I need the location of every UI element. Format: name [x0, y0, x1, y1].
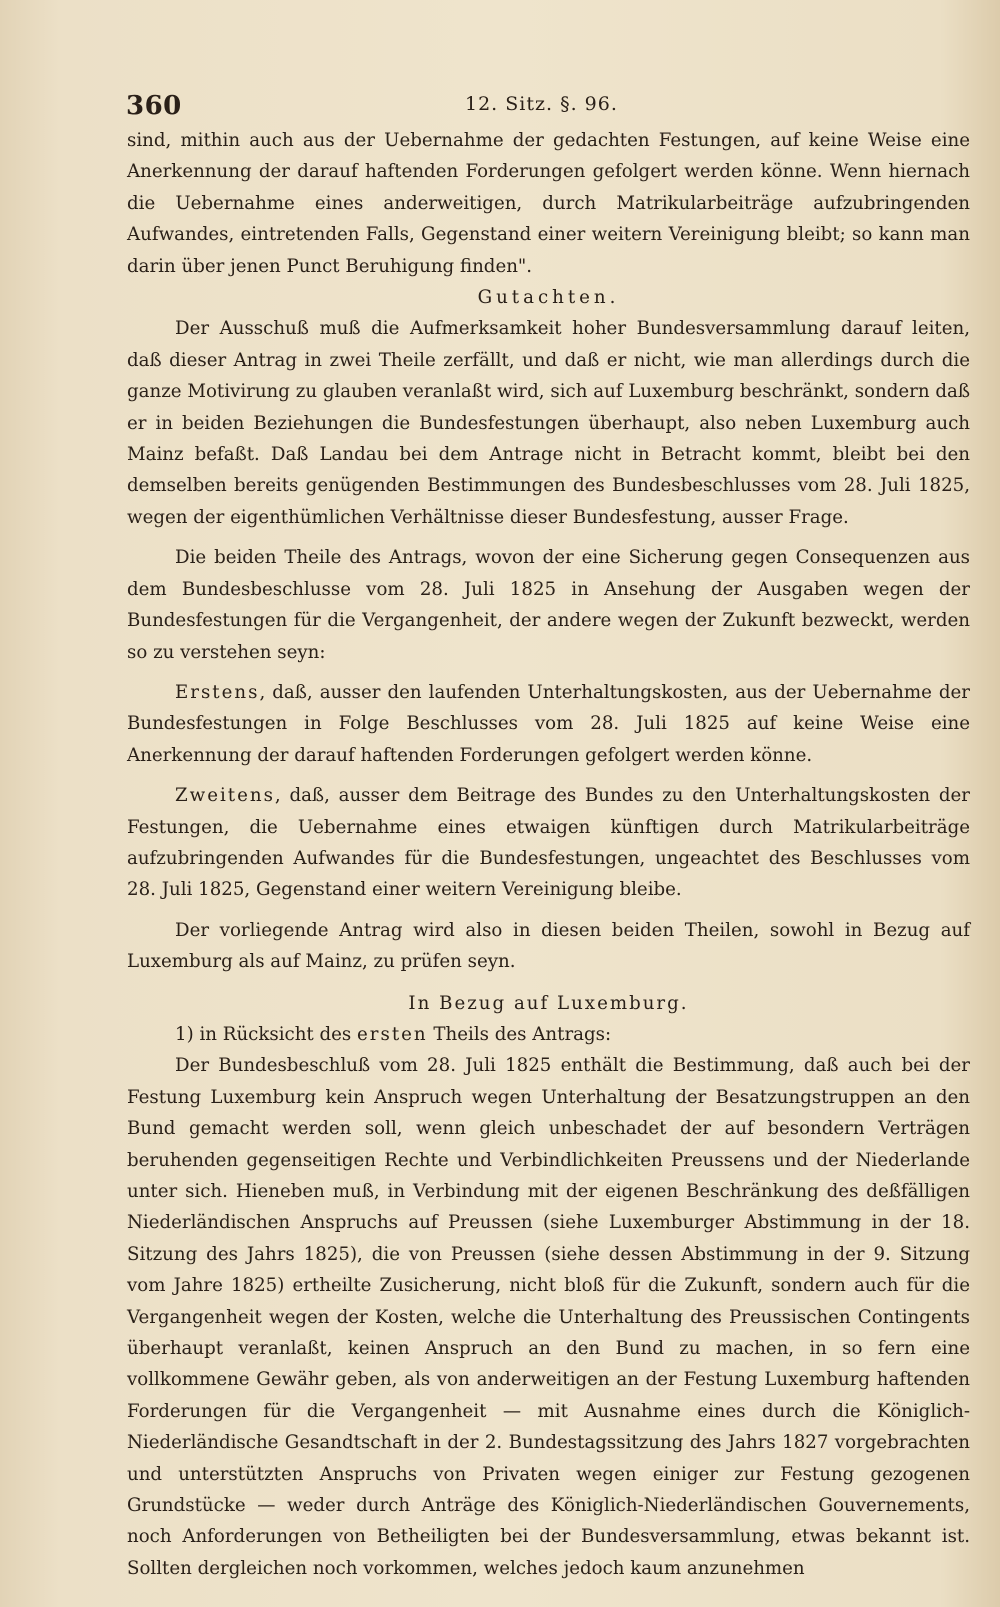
heading-luxemburg: In Bezug auf Luxemburg.	[408, 992, 689, 1014]
page-body	[127, 125, 970, 1584]
paragraph-4	[127, 677, 970, 771]
lead-word-zweitens: Zweitens	[175, 785, 275, 807]
paragraph-7	[127, 1019, 970, 1050]
paragraph-7-pre: 1) in Rücksicht des	[175, 1023, 358, 1045]
paragraph-3: Die beiden Theile des Antrags, wovon der eine Sicherung gegen Consequenzen aus dem Bundesbeschlusse vom 28. Juli 1825 in Ansehung der Ausgaben wegen der Bundesfestungen für die Vergangenheit, der andere wegen der Zukunft bezweckt, werden so zu verstehen seyn:	[127, 547, 970, 663]
heading-gutachten: Gutachten.	[477, 287, 620, 309]
paragraph-4-text: , daß, ausser den laufenden Unterhaltungskosten, aus der Uebernahme der Bundesfestungen in Folge Beschlusses vom 28. Juli 1825 auf keine Weise eine Anerkennung der darauf haftenden Forderungen gefolgert werden könne.	[127, 681, 970, 766]
lead-word-erstens: Erstens	[175, 681, 260, 703]
paragraph-5	[127, 780, 970, 906]
paragraph-8: Der Bundesbeschluß vom 28. Juli 1825 enthält die Bestimmung, daß auch bei der Festung Luxemburg kein Anspruch wegen Unterhaltung der Besatzungstruppen an den Bund gemacht werden soll, wenn gleich unbeschadet der auf besondern Verträgen beruhenden gegenseitigen Rechte und Verbindlichkeiten Preussens und der Niederlande unter sich. Hieneben muß, in Verbindung mit der eigenen Beschränkung des deßfälligen Niederländischen Anspruchs auf Preussen (siehe Luxemburger Abstimmung in der 18. Sitzung des Jahrs 1825), die von Preussen (siehe dessen Abstimmung in der 9. Sitzung vom Jahre 1825) ertheilte Zusicherung, nicht bloß für die Zukunft, sondern auch für die Vergangenheit wegen der Kosten, welche die Unterhaltung des Preussischen Contingents überhaupt veranlaßt, keinen Anspruch an den Bund zu machen, in so fern eine vollkommene Gewähr geben, als von anderweitigen an der Festung Luxemburg haftenden Forderungen für die Vergangenheit — mit Ausnahme eines durch die Königlich-Niederländische Gesandtschaft in der 2. Bundestagssitzung des Jahrs 1827 vorgebrachten und unterstützten Anspruchs von Privaten wegen einiger zur Festung gezogenen Grundstücke — weder durch Anträge des Königlich-Niederländischen Gouvernements, noch Anforderungen von Betheiligten bei der Bundesversammlung, etwas bekannt ist. Sollten dergleichen noch vorkommen, welches jedoch kaum anzunehmen	[127, 1055, 970, 1579]
paragraph-2: Der Ausschuß muß die Aufmerksamkeit hoher Bundesversammlung darauf leiten, daß dieser Antrag in zwei Theile zerfällt, und daß er nicht, wie man allerdings durch die ganze Motivirung zu glauben veranlaßt wird, sich auf Luxemburg beschränkt, sondern daß er in beiden Beziehungen die Bundesfestungen überhaupt, also neben Luxemburg auch Mainz befaßt. Daß Landau bei dem Antrage nicht in Betracht kommt, bleibt bei den demselben bereits genügenden Bestimmungen des Bundesbeschlusses vom 28. Juli 1825, wegen der eigenthümlichen Verhältnisse dieser Bundesfestung, ausser Frage.	[127, 318, 970, 528]
paragraph-5-text: , daß, ausser dem Beitrage des Bundes zu den Unterhaltungskosten der Festungen, die Uebernahme eines etwaigen künftigen durch Matrikularbeiträge aufzubringenden Aufwandes für die Bundesfestungen, ungeachtet des Beschlusses vom 28. Juli 1825, Gegenstand einer weitern Vereinigung bleibe.	[127, 785, 970, 901]
running-title: 12. Sitz. §. 96.	[465, 93, 618, 115]
paragraph-7-post: Theils des Antrags:	[427, 1023, 612, 1045]
paragraph-6: Der vorliegende Antrag wird also in diesen beiden Theilen, sowohl in Bezug auf Luxemburg als auf Mainz, zu prüfen seyn.	[127, 919, 970, 973]
paragraph-1: sind, mithin auch aus der Uebernahme der gedachten Festungen, auf keine Weise eine Anerkennung der darauf haftenden Forderungen gefolgert werden könne. Wenn hiernach die Uebernahme eines anderweitigen, durch Matrikularbeiträge aufzubringenden Aufwandes, eintretenden Falls, Gegenstand einer weitern Vereinigung bleibt; so kann man darin über jenen Punct Beruhigung finden".	[127, 130, 970, 277]
page-number: 360	[126, 91, 182, 121]
lead-word-ersten: ersten	[357, 1023, 428, 1045]
